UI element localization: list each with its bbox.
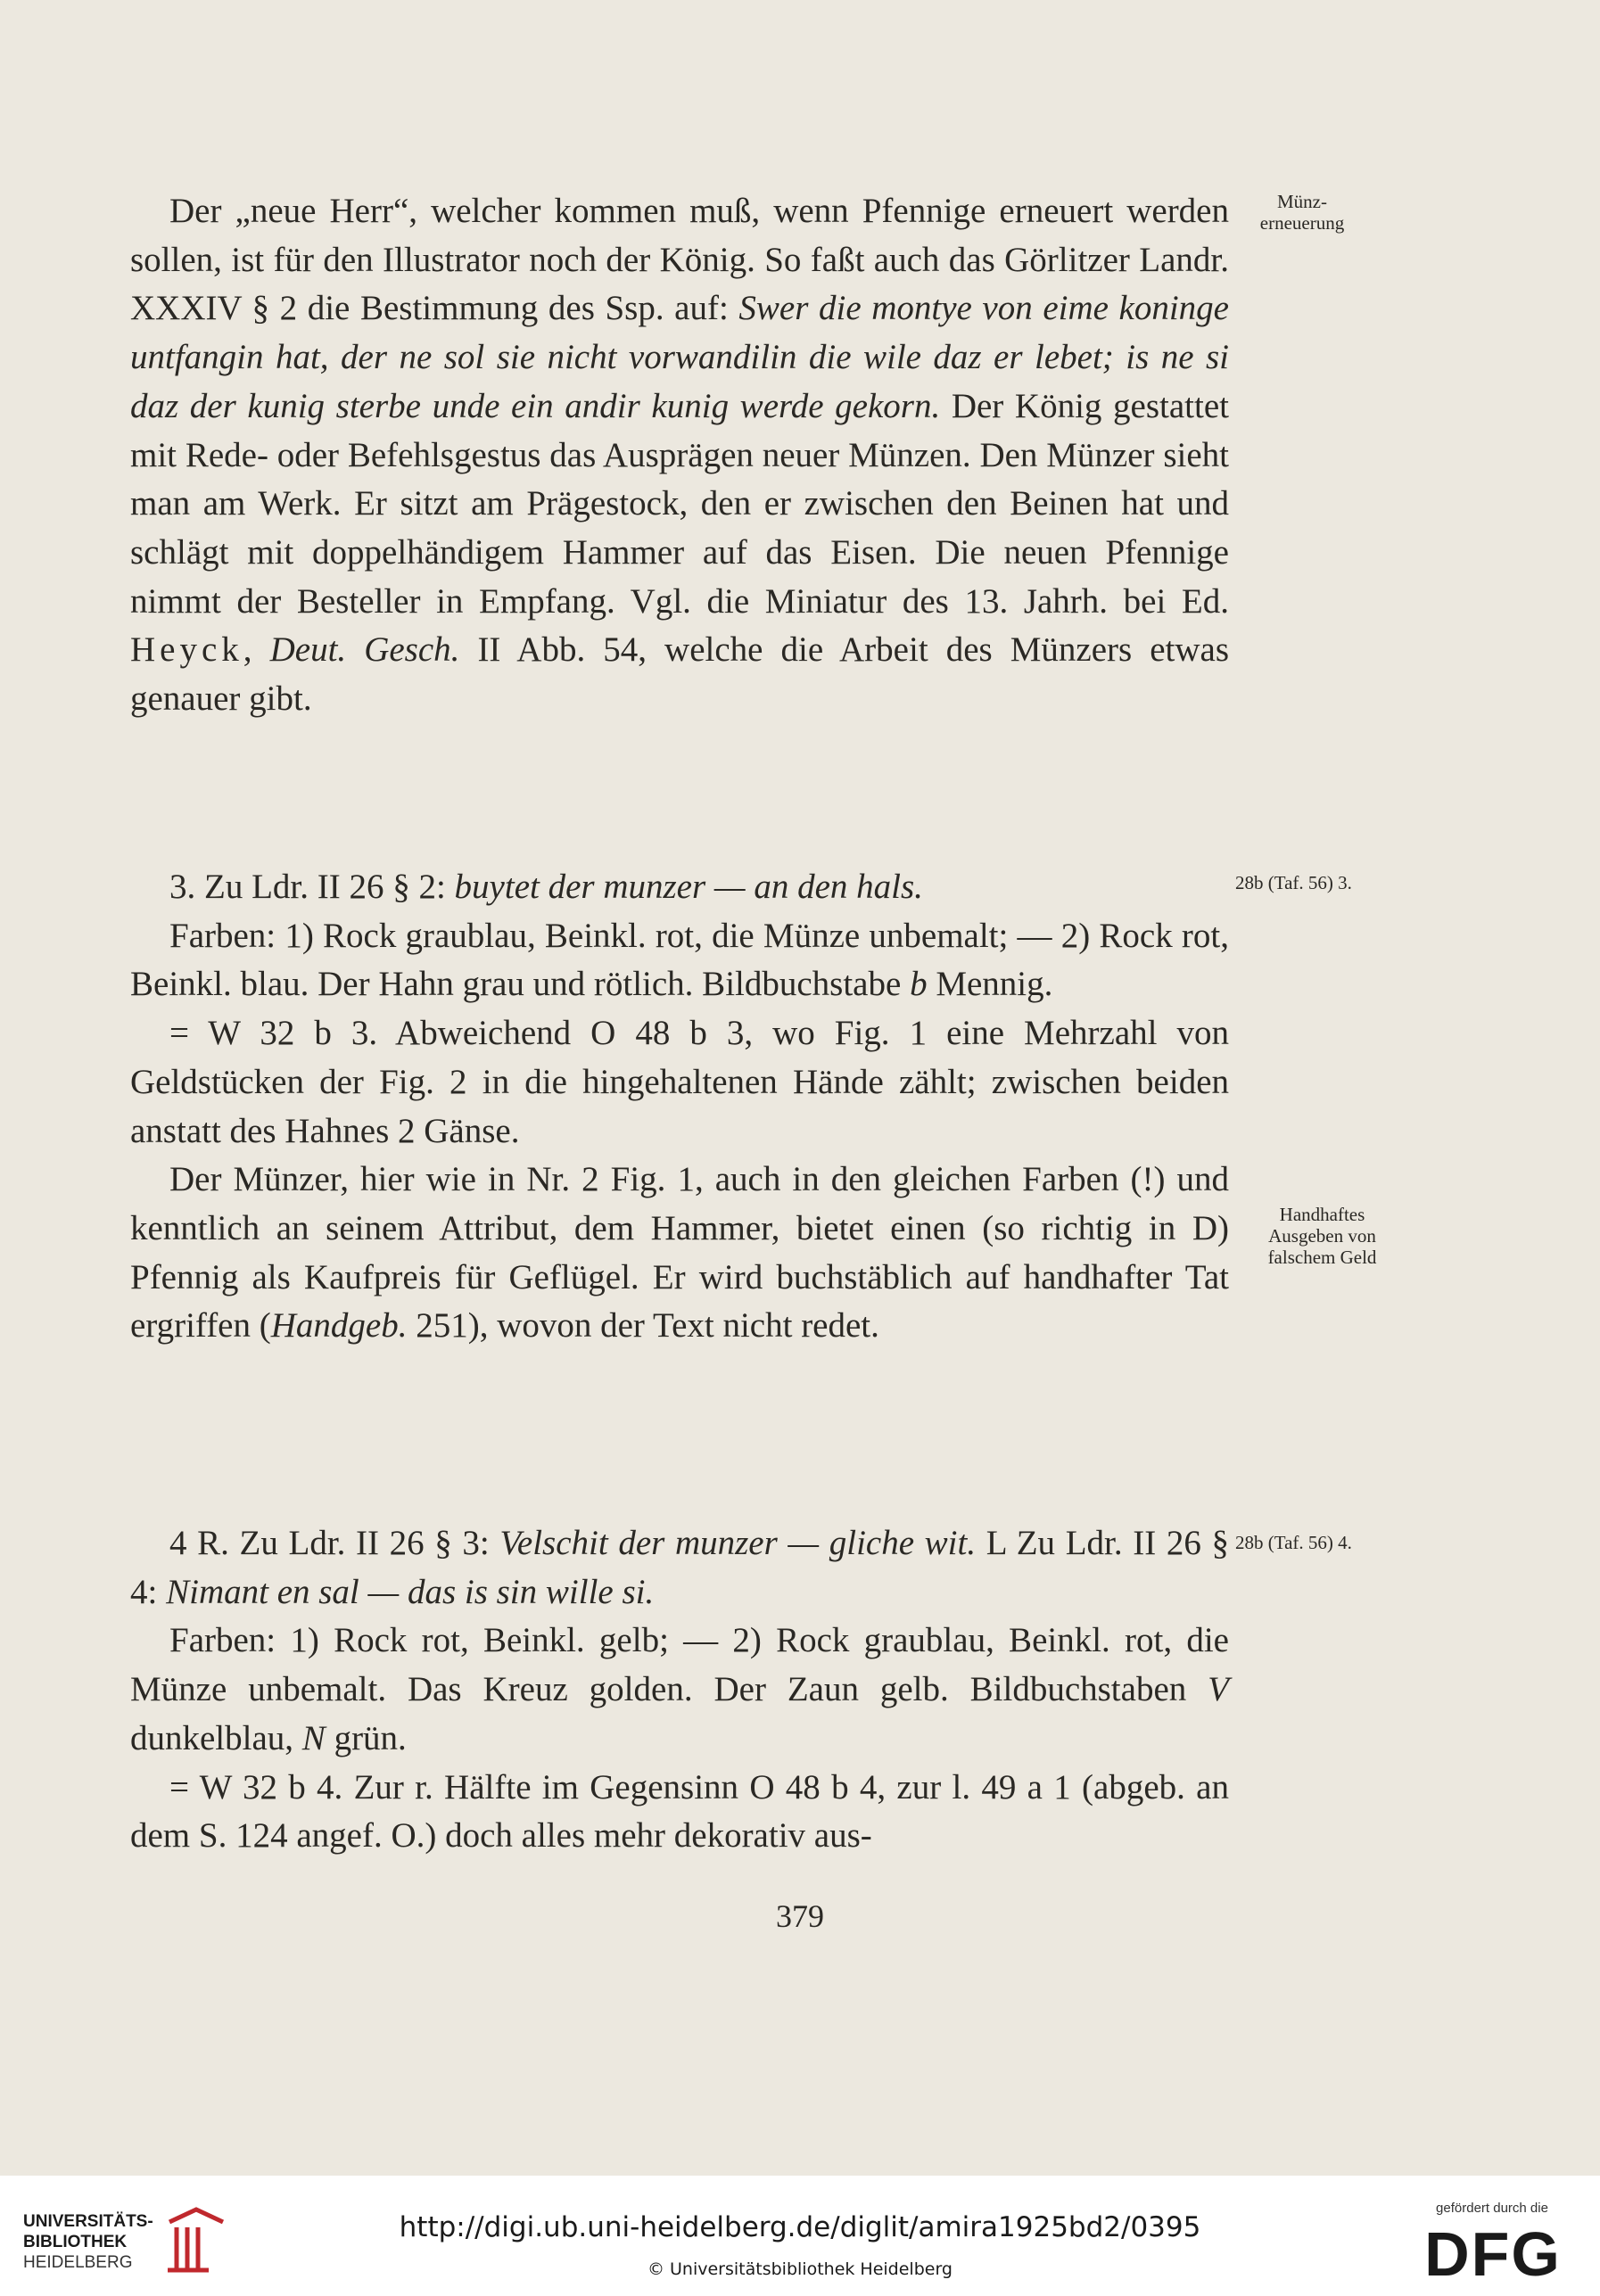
margin-note-line: Münz- <box>1277 191 1327 212</box>
section-3 <box>130 863 1229 1351</box>
margin-note-line: Ausgeben von <box>1268 1225 1376 1247</box>
italic-text: V <box>1208 1670 1229 1709</box>
italic-text: Nimant en sal — das is sin wille si. <box>166 1572 655 1611</box>
page-number: 379 <box>776 1898 824 1934</box>
permalink-url[interactable]: http://digi.ub.uni-heidelberg.de/diglit/amira1925bd2/0395 <box>399 2211 1201 2243</box>
text-run: II Abb. 54, welche die Arbeit des Münzers etwas genauer gibt. <box>130 630 1230 719</box>
italic-text: Deut. Gesch. <box>269 630 460 670</box>
section-4-heading <box>130 1519 1229 1617</box>
margin-note-line: falschem Geld <box>1267 1247 1377 1268</box>
text-run: 251), wovon der Text nicht redet. <box>407 1306 879 1346</box>
margin-note-line: erneuerung <box>1259 212 1345 234</box>
text-run: Farben: 1) Rock graublau, Beinkl. rot, die Münze unbemalt; — 2) Rock rot, Beinkl. blau. Der Hahn grau und rötlich. Bildbuchstabe <box>130 916 1229 1004</box>
text-run: Der „neue Herr“, welcher kommen muß, wenn Pfennige erneuert werden sollen, ist für den Illustrator noch der König. So faßt auch das Görlitzer Landr. XXXIV § 2 die Bestimmung des Ssp. auf: <box>130 192 1229 328</box>
text-run: Mennig. <box>927 965 1053 1004</box>
margin-note-ref-3: 28b (Taf. 56) 3. <box>1235 872 1352 893</box>
body-paragraph <box>130 187 1229 724</box>
text-run: 4 R. Zu Ldr. II 26 § 3: <box>169 1524 500 1562</box>
text-run: L Zu Ldr. II 26 § 4: <box>130 1524 1229 1611</box>
italic-text: Velschit der munzer — gliche wit. <box>499 1524 977 1562</box>
paragraph-muenzerneuerung <box>130 187 1229 724</box>
text-run: grün. <box>325 1718 407 1757</box>
digitization-footer <box>0 2176 1600 2296</box>
italic-text: Swer die montye von eime koninge untfangin hat, der ne sol sie nicht vorwandilin die wile daz er lebet; is ne si daz der kunig sterbe unde ein andir kunig werde gekorn. <box>130 289 1229 425</box>
library-name-line: BIBLIOTHEK <box>23 2233 128 2251</box>
italic-text: Handgeb. <box>270 1306 408 1346</box>
library-name-line: HEIDELBERG <box>23 2253 133 2272</box>
spaced-name: Heyck <box>130 630 243 670</box>
section-4 <box>130 1519 1229 1861</box>
text-run: , <box>243 630 270 670</box>
dfg-logo <box>1413 2220 1573 2284</box>
margin-note-handhaftes <box>1235 1204 1409 1268</box>
text-run: Der König gestattet mit Rede- oder Befehlsgestus das Ausprägen neuer Münzen. Den Münzer sieht man am Werk. Er sitzt am Prägestock, den er zwischen den Beinen hat und schlägt mit doppelhändigem Hammer auf das Eisen. Die neuen Pfennige nimmt der Besteller in Empfang. Vgl. die Miniatur des 13. Jahrh. bei Ed. <box>130 386 1229 621</box>
text-run: dunkelblau, <box>130 1718 302 1757</box>
italic-text: N <box>301 1718 326 1757</box>
dfg-logo-text: DFG <box>1424 2220 1562 2284</box>
section-3-commentary <box>130 1156 1229 1351</box>
text-run: = W 32 b 3. Abweichend O 48 b 3, wo Fig. 1 eine Mehrzahl von Geldstücken der Fig. 2 in die hingehaltenen Hände zählt; zwischen beiden anstatt des Hahnes 2 Gänse. <box>130 1014 1229 1150</box>
margin-note-line: Handhaftes <box>1279 1204 1365 1225</box>
copyright-notice: © Universitätsbibliothek Heidelberg <box>647 2259 953 2279</box>
text-run: Farben: 1) Rock rot, Beinkl. gelb; — 2) Rock graublau, Beinkl. rot, die Münze unbemalt. Das Kreuz golden. Der Zaun gelb. Bildbuchstaben <box>130 1621 1229 1709</box>
text-run: Der Münzer, hier wie in Nr. 2 Fig. 1, auch in den gleichen Farben (!) und kenntlich an seinem Attribut, dem Hammer, bietet einen (so richtig in D) Pfennig als Kaufpreis für Geflügel. Er wird buchstäblich auf handhafter Tat ergriffen ( <box>130 1160 1229 1346</box>
section-4-comparison <box>130 1764 1229 1861</box>
section-3-heading <box>130 863 1229 912</box>
section-3-comparison <box>130 1009 1229 1156</box>
text-run: = W 32 b 4. Zur r. Hälfte im Gegensinn O 48 b 4, zur l. 49 a 1 (abgeb. an dem S. 124 angef. O.) doch alles mehr dekorativ aus- <box>130 1767 1229 1856</box>
library-name-line: UNIVERSITÄTS- <box>23 2212 153 2231</box>
text-run: 3. Zu Ldr. II 26 § 2: <box>169 868 455 906</box>
margin-note-muenzerneuerung <box>1235 191 1369 234</box>
italic-text: b <box>910 965 928 1004</box>
italic-text: buytet der munzer — an den hals. <box>454 868 923 906</box>
section-3-colors <box>130 912 1229 1009</box>
funding-caption: gefördert durch die <box>1436 2201 1548 2216</box>
section-4-colors <box>130 1617 1229 1763</box>
margin-note-ref-4: 28b (Taf. 56) 4. <box>1235 1532 1352 1553</box>
